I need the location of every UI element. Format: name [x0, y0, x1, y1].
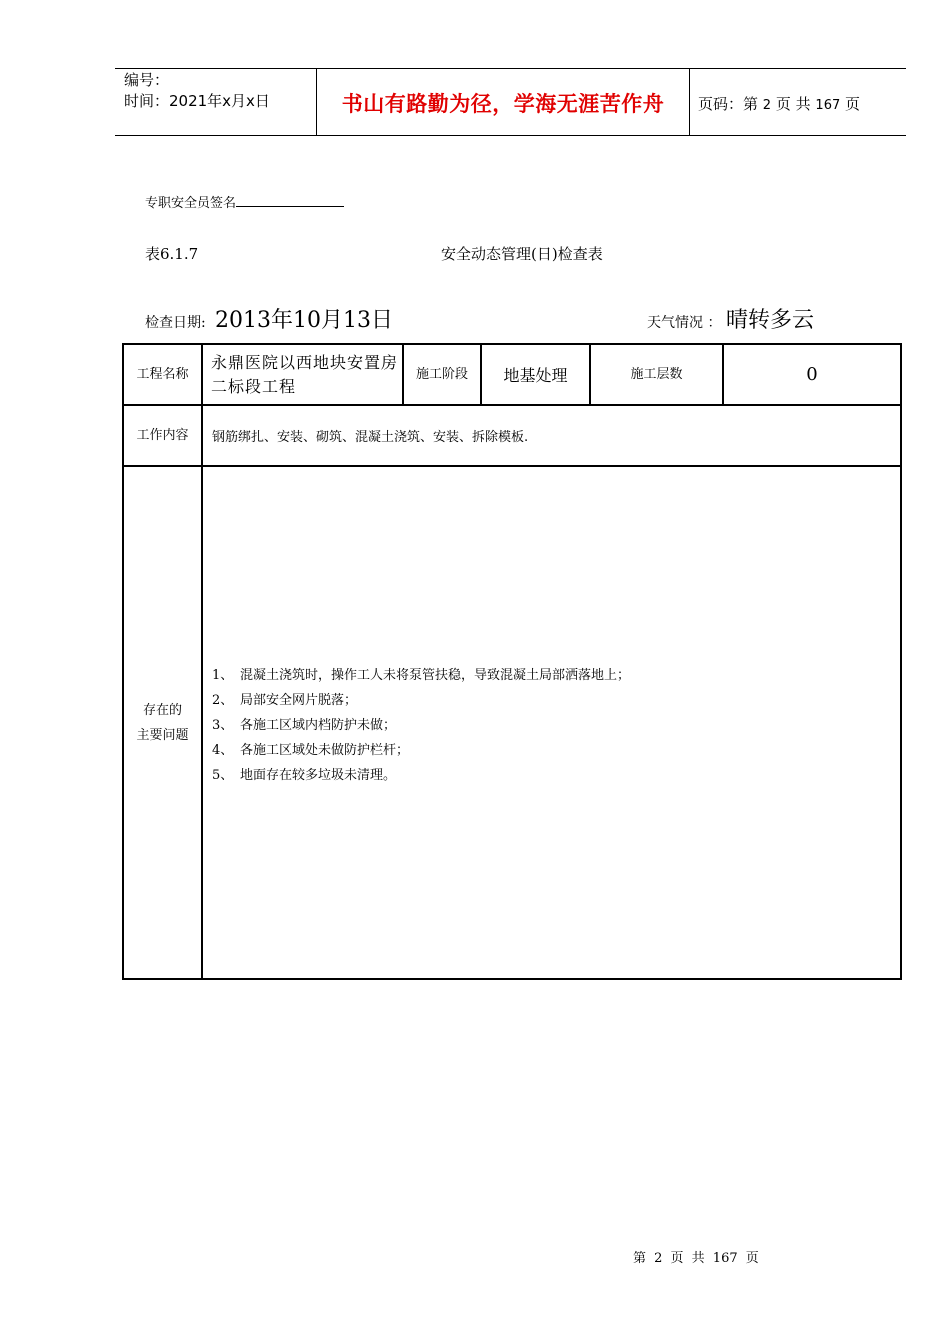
- issues-label: [123, 466, 202, 979]
- code-label: 编号：: [124, 71, 170, 89]
- stage-value: 地基处理: [481, 344, 590, 405]
- header-top-rule: [115, 68, 906, 69]
- work-content: 钢筋绑扎、安装、砌筑、混凝土浇筑、安装、拆除模板.: [202, 405, 901, 466]
- table-row-issues: [123, 466, 901, 979]
- issue-item: [212, 663, 630, 688]
- page-mid: 页 共: [775, 95, 811, 113]
- table-row-work: [123, 405, 901, 466]
- weather-value: 晴转多云: [726, 308, 815, 333]
- header-page-indicator: [698, 93, 860, 114]
- project-name: 永鼎医院以西地块安置房二标段工程: [202, 344, 403, 405]
- header-meta: [124, 70, 270, 112]
- header-divider-right: [689, 68, 690, 136]
- issue-item: [212, 713, 630, 738]
- page-total: 167: [815, 98, 841, 113]
- page-footer: 第 2 页 共 167 页: [633, 1251, 759, 1266]
- header-motto: 书山有路勤为径，学海无涯苦作舟: [341, 92, 665, 116]
- signature-blank: [236, 194, 344, 207]
- time-label: 时间：2021年x月x日: [124, 92, 270, 110]
- signature-label: 专职安全员签名: [145, 196, 237, 211]
- issues-label-line2: 主要问题: [136, 727, 189, 743]
- work-label: 工作内容: [123, 405, 202, 466]
- signature-line: [145, 192, 344, 211]
- issue-text: 各施工区域内档防护未做；: [240, 718, 397, 733]
- issue-text: 地面存在较多垃圾未清理。: [240, 768, 397, 783]
- issue-item: [212, 738, 630, 763]
- page-current: 2: [762, 98, 772, 113]
- header-divider-left: [316, 68, 317, 136]
- date-label: 检查日期:: [145, 315, 206, 331]
- weather-label: 天气情况 ：: [647, 315, 722, 331]
- table-number: 表6.1.7: [145, 245, 199, 263]
- table-row-project: [123, 344, 901, 405]
- issues-cell: [202, 466, 901, 979]
- issues-list: [212, 663, 630, 788]
- page-prefix: 页码：第: [698, 95, 759, 113]
- page-suffix: 页: [845, 95, 861, 113]
- header-bottom-rule: [115, 135, 906, 136]
- issue-number: 2、: [212, 693, 234, 708]
- floors-value: 0: [723, 344, 901, 405]
- floors-label: 施工层数: [590, 344, 723, 405]
- issue-number: 1、: [212, 668, 234, 683]
- form-title: 安全动态管理(日)检查表: [441, 245, 603, 263]
- issue-text: 各施工区域处未做防护栏杆；: [240, 743, 410, 758]
- issue-text: 混凝土浇筑时，操作工人未将泵管扶稳，导致混凝土局部洒落地上；: [240, 668, 631, 683]
- project-label: 工程名称: [123, 344, 202, 405]
- issue-number: 5、: [212, 768, 234, 783]
- issue-number: 3、: [212, 718, 234, 733]
- issues-label-line1: 存在的: [142, 702, 182, 718]
- inspection-table: [122, 343, 902, 980]
- issue-number: 4、: [212, 743, 234, 758]
- date-value: 2013年10月13日: [215, 308, 393, 333]
- issue-text: 局部安全网片脱落；: [240, 693, 358, 708]
- issue-item: [212, 763, 630, 788]
- stage-label: 施工阶段: [403, 344, 481, 405]
- issue-item: [212, 688, 630, 713]
